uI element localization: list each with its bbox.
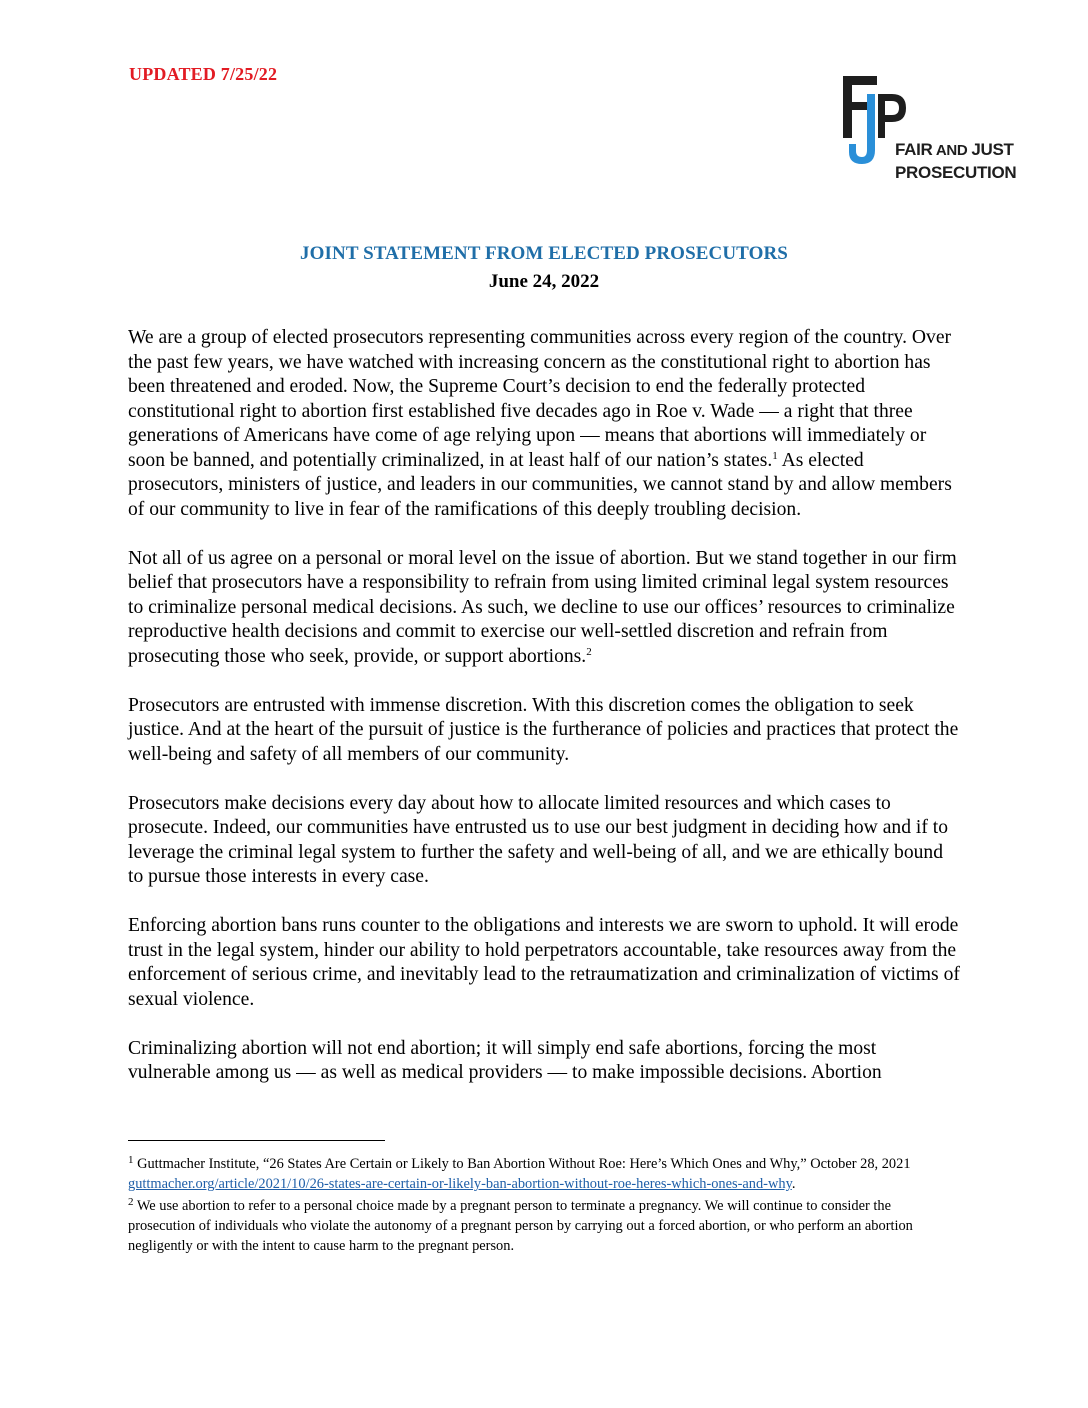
paragraph-2: Not all of us agree on a personal or moral level on the issue of abortion. But we stand together in our firm belief that prosecutors have a responsibility to refrain from using limited criminal legal system resources to criminalize personal medical decisions. As such, we decline to use our offices’ resources to criminalize reproductive health decisions and commit to exercise our well-settled discretion and refrain from prosecuting those who seek, provide, or support abortions.$^2$ (128, 547, 957, 667)
statement-body (128, 326, 960, 1086)
paragraph-3: Prosecutors are entrusted with immense discretion. With this discretion comes the obligation to seek justice. And at the heart of the pursuit of justice is the furtherance of policies and practices that protect the well-being and safety of all members of our community. (128, 694, 959, 765)
paragraph-4: Prosecutors make decisions every day about how to allocate limited resources and which cases to prosecute. Indeed, our communities have entrusted us to use our best judgment in deciding how and if to leverage the criminal legal system to further the safety and well-being of all, and we are ethically bound to pursue those interests in every case. (128, 792, 949, 887)
footnotes (128, 1154, 960, 1258)
footnote-1-link[interactable]: guttmacher.org/article/2021/10/26-states-are-certain-or-likely-ban-abortion-without-roe-heres-which-ones-and-why (128, 1176, 792, 1192)
footnote-ref-2[interactable]: 2 (586, 645, 592, 658)
footnote-ref-1[interactable]: 1 (772, 449, 778, 462)
statement-date: June 24, 2022 (488, 271, 600, 292)
paragraph-6: Criminalizing abortion will not end abortion; it will simply end safe abortions, forcing the most vulnerable among us — as well as medical providers — to make impossible decisions. Abortion (128, 1037, 882, 1083)
statement-title: JOINT STATEMENT FROM ELECTED PROSECUTORS (300, 243, 788, 264)
logo-wordmark-line2: PROSECUTION (895, 163, 1017, 182)
footnote-1: $^1$ Guttmacher Institute, “26 States Are Certain or Likely to Ban Abortion Without Roe: Here’s Which Ones and Why,” October 28, 2021 guttmacher.org/article/2021/10/26-states-are-certain-or-likely-ban-abortion-without-roe-heres-which-ones-and-why. (128, 1154, 911, 1192)
footnote-2: $^2$ We use abortion to refer to a personal choice made by a pregnant person to terminate a pregnancy. We will continue to consider the prosecution of individuals who violate the autonomy of a pregnant person by carrying out a forced abortion, or who perform an abortion negligently or with the intent to cause harm to the pregnant person. (128, 1196, 913, 1254)
logo-wordmark-line1: FAIR AND JUST (895, 140, 1014, 159)
footnote-divider (128, 1140, 385, 1141)
paragraph-5: Enforcing abortion bans runs counter to the obligations and interests we are sworn to uphold. It will erode trust in the legal system, hinder our ability to hold perpetrators accountable, take resources away from the enforcement of serious crime, and inevitably lead to the retraumatization and criminalization of victims of sexual violence. (128, 915, 960, 1010)
paragraph-1: We are a group of elected prosecutors representing communities across every region of the country. Over the past few years, we have watched with increasing concern as the constitutional right to abortion has been threatened and eroded. Now, the Supreme Court’s decision to end the federally protected constitutional right to abortion first established five decades ago in Roe v. Wade — a right that three generations of Americans have come of age relying upon — means that abortions will immediately or soon be banned, and potentially criminalized, in at least half of our nation’s states.$^1$ As elected prosecutors, ministers of justice, and leaders in our communities, we cannot stand by and allow members of our community to live in fear of the ramifications of this deeply troubling decision. (128, 327, 952, 520)
updated-notice: UPDATED 7/25/22 (129, 64, 278, 84)
